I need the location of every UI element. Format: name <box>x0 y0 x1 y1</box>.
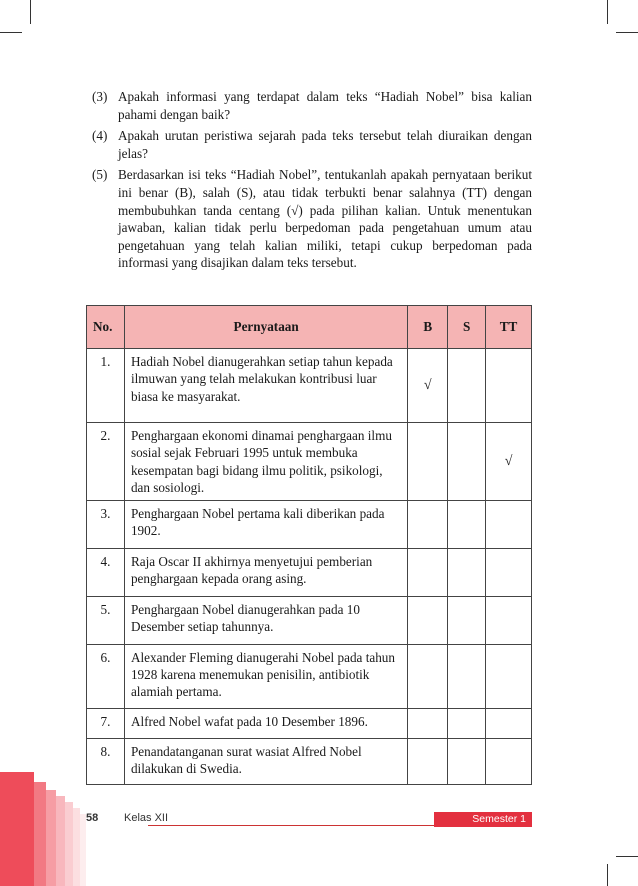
stripe <box>56 796 65 886</box>
crop-mark-top-right-h <box>616 32 638 33</box>
row-statement: Hadiah Nobel dianugerahkan setiap tahun kepada ilmuwan yang telah melakukan kontribusi luar biasa ke masyarakat. <box>124 349 407 423</box>
answer-s-cell[interactable] <box>448 738 486 784</box>
answer-s-cell[interactable] <box>448 500 486 548</box>
answer-tt-cell[interactable] <box>486 596 532 644</box>
stripe <box>46 790 56 886</box>
row-number: 5. <box>87 596 125 644</box>
answer-s-cell[interactable] <box>448 708 486 738</box>
table-row <box>87 644 532 708</box>
row-number: 6. <box>87 644 125 708</box>
header-statement: Pernyataan <box>124 306 407 349</box>
table-row <box>87 548 532 596</box>
stripe <box>0 772 34 886</box>
row-statement: Raja Oscar II akhirnya menyetujui pemberian penghargaan kepada orang asing. <box>124 548 407 596</box>
answer-b-cell[interactable]: √ <box>408 349 448 423</box>
footer-divider <box>148 825 438 826</box>
table-header-row <box>87 306 532 349</box>
answer-b-cell[interactable] <box>408 423 448 501</box>
table-row <box>87 708 532 738</box>
question-item <box>92 88 532 123</box>
decorative-stripes <box>0 772 110 886</box>
row-statement: Penghargaan Nobel dianugerahkan pada 10 Desember setiap tahunnya. <box>124 596 407 644</box>
question-item <box>92 166 532 272</box>
row-statement: Penandatanganan surat wasiat Alfred Nobel dilakukan di Swedia. <box>124 738 407 784</box>
question-number: (4) <box>92 128 108 144</box>
row-number: 7. <box>87 708 125 738</box>
answer-s-cell[interactable] <box>448 423 486 501</box>
row-statement: Alexander Fleming dianugerahi Nobel pada tahun 1928 karena menemukan penisilin, antibiotik alamiah pertama. <box>124 644 407 708</box>
answer-s-cell[interactable] <box>448 548 486 596</box>
semester-badge: Semester 1 <box>434 812 532 827</box>
table-row <box>87 738 532 784</box>
crop-mark-bottom-right-h <box>616 856 638 857</box>
table-row <box>87 423 532 501</box>
row-number: 8. <box>87 738 125 784</box>
crop-mark-top-left-v <box>30 0 31 24</box>
statement-table <box>86 305 532 785</box>
answer-tt-cell[interactable] <box>486 548 532 596</box>
answer-b-cell[interactable] <box>408 738 448 784</box>
stripe <box>34 782 46 886</box>
answer-b-cell[interactable] <box>408 548 448 596</box>
answer-b-cell[interactable] <box>408 708 448 738</box>
answer-s-cell[interactable] <box>448 596 486 644</box>
row-number: 1. <box>87 349 125 423</box>
header-b: B <box>408 306 448 349</box>
class-label: Kelas XII <box>124 812 169 824</box>
question-number: (5) <box>92 167 108 183</box>
header-no: No. <box>87 306 125 349</box>
table-row <box>87 596 532 644</box>
answer-tt-cell[interactable] <box>486 738 532 784</box>
stripe <box>73 808 80 886</box>
answer-tt-cell[interactable] <box>486 500 532 548</box>
answer-b-cell[interactable] <box>408 500 448 548</box>
question-number: (3) <box>92 89 108 104</box>
question-text: Apakah urutan peristiwa sejarah pada teks tersebut telah diuraikan dengan jelas? <box>118 128 532 161</box>
stripe <box>65 802 73 886</box>
answer-tt-cell[interactable] <box>486 349 532 423</box>
table-row <box>87 349 532 423</box>
page-number: 58 <box>86 812 99 824</box>
crop-mark-top-left-h <box>0 32 22 33</box>
answer-tt-cell[interactable]: √ <box>486 423 532 501</box>
row-statement: Alfred Nobel wafat pada 10 Desember 1896. <box>124 708 407 738</box>
question-text: Berdasarkan isi teks “Hadiah Nobel”, tentukanlah apakah pernyataan berikut ini benar (B), salah (S), atau tidak terbukti benar salahnya (TT) dengan membubuhkan tanda centang (√) pada pilihan kalian. Untuk menentukan jawaban, kalian tidak perlu berpedoman pada pengetahuan umum atau pengetahuan yang telah kalian miliki, tetapi cukup berpedoman pada informasi yang disajikan dalam teks tersebut. <box>118 167 532 271</box>
answer-b-cell[interactable] <box>408 644 448 708</box>
answer-tt-cell[interactable] <box>486 708 532 738</box>
page-footer <box>86 812 532 828</box>
crop-mark-top-right-v <box>607 0 608 24</box>
question-list <box>92 88 532 276</box>
answer-s-cell[interactable] <box>448 644 486 708</box>
row-statement: Penghargaan Nobel pertama kali diberikan pada 1902. <box>124 500 407 548</box>
header-s: S <box>448 306 486 349</box>
row-number: 3. <box>87 500 125 548</box>
question-item <box>92 127 532 162</box>
row-number: 4. <box>87 548 125 596</box>
header-tt: TT <box>486 306 532 349</box>
answer-s-cell[interactable] <box>448 349 486 423</box>
table-row <box>87 500 532 548</box>
row-number: 2. <box>87 423 125 501</box>
answer-b-cell[interactable] <box>408 596 448 644</box>
crop-mark-bottom-right-v <box>607 864 608 886</box>
row-statement: Penghargaan ekonomi dinamai penghargaan ilmu sosial sejak Februari 1995 untuk membuka kesempatan bagi bidang ilmu politik, psikologi, dan sosiologi. <box>124 423 407 501</box>
question-text: Apakah informasi yang terdapat dalam teks “Hadiah Nobel” bisa kalian pahami dengan baik? <box>118 89 532 122</box>
answer-tt-cell[interactable] <box>486 644 532 708</box>
